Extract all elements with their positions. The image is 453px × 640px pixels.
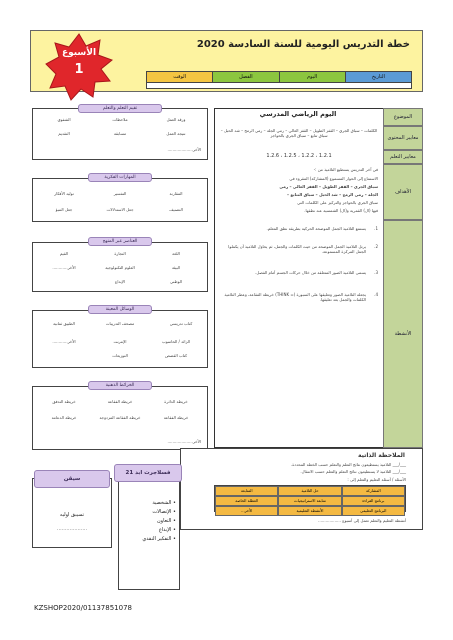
aids-cell: كتاب تدريسي bbox=[169, 321, 193, 326]
notes-cell: العطلة الخاصة bbox=[215, 496, 278, 506]
aids-cell: الزائد / الحاسوب bbox=[161, 339, 191, 344]
eval-cell: مسابقة bbox=[113, 131, 127, 136]
thinking-cell: جعل الاستدلالات bbox=[106, 207, 134, 212]
notes-line: ___/___ التلاميذ لا يستطيعون نتائج التعلم والتعلم حسب الانتقال. bbox=[300, 469, 406, 474]
skill-item: • التعاون bbox=[157, 518, 176, 524]
crossed-cell: الوطني bbox=[169, 279, 183, 284]
crossed-cell: القيم bbox=[59, 251, 69, 256]
evaluation-title: تقيم التعلم والتعلم bbox=[78, 104, 162, 113]
thinking-cell: التفسير bbox=[113, 191, 127, 196]
goals-line: الاستماع إلى الحوار المسموع (المشاركة) المقروء في bbox=[289, 176, 378, 181]
skill-item: • الإتصالات bbox=[152, 509, 176, 515]
notes-cell: الأخر... bbox=[215, 506, 278, 516]
learning-value: 1.2.1 ، 1.2.2 ، 1.2.5 ، 1.2.6 bbox=[266, 153, 332, 159]
column-time: الوقت bbox=[147, 72, 212, 82]
maps-box bbox=[32, 386, 208, 450]
notes-cell: البرنامج التعليمي bbox=[342, 506, 405, 516]
goals-line: الجلة – رمي الرمح – شد الحبل – سباق التتابع – bbox=[286, 192, 378, 197]
maps-title: الخرائط الذهنية bbox=[88, 381, 152, 390]
notes-table bbox=[214, 485, 406, 512]
eval-cell: ملاحظات bbox=[112, 117, 128, 122]
notes-title: الملاحظة الذاتية bbox=[358, 452, 405, 459]
aids-cell: الإنترنت bbox=[113, 339, 127, 344]
eval-cell: التقديم bbox=[58, 131, 70, 136]
maps-other: الأخر.................... bbox=[167, 439, 201, 444]
topic-label: الموضوع bbox=[383, 108, 423, 126]
crossed-cell: التجارة bbox=[114, 251, 126, 256]
aids-title: الوسائل المعينة bbox=[88, 305, 152, 314]
eval-other: الأخر.................... bbox=[167, 147, 201, 152]
aids-cell: كتاب القصص bbox=[164, 353, 188, 358]
crossed-cell: العلوم التكنولوجية bbox=[105, 265, 135, 270]
thinking-box bbox=[32, 178, 208, 222]
thinking-cell: توليد الأفكار bbox=[54, 191, 74, 196]
skills-title: فسلاجرت ابد 21 bbox=[114, 464, 182, 482]
notes-footer: أنشطة التعليم والتعلم تعمل إلى أسبوع .................. bbox=[318, 518, 406, 523]
activity-text: يجعله التلاميذ الصور وتعليقها على السبورة (= THINK) خريطة الفقاعة، وعطر التلاميذ الكلمات والجمل بعد تعليقها. bbox=[224, 292, 366, 303]
crossed-title: العناصر عبر المنهج bbox=[88, 237, 152, 246]
skill-item: • الشخصية bbox=[152, 500, 176, 506]
eval-cell: نتيجة العمل bbox=[166, 131, 186, 136]
thinking-cell: التصنيف bbox=[169, 207, 183, 212]
topic-value: اليوم الرياضي المدرسي bbox=[259, 110, 337, 118]
crossed-box bbox=[32, 242, 208, 292]
eval-cell: الشفوي bbox=[57, 117, 71, 122]
thinking-cell: جعل التنبؤ bbox=[55, 207, 73, 212]
standards-value: الكلمات – سباق الجري – القفز الطويل – القفز العالي – رمي الجلة – رمي الرمح – شد الحبل – سباق تتابع – سباق الجري بالحواجز bbox=[220, 128, 378, 139]
maps-cell: خريطة الدائرة bbox=[164, 399, 188, 404]
notes-question: الأسئلة / أسئلة التعليم والتعلم إلى : bbox=[347, 477, 406, 482]
maps-cell: خريطة الفقاعة bbox=[107, 399, 133, 404]
goals-line: سباق الجري بالحواجز والتركيز على الكلمات التي bbox=[297, 200, 378, 205]
skills-list bbox=[120, 500, 176, 545]
lesson-plan-page bbox=[30, 30, 423, 612]
aids-cell: مصحف التدريبات bbox=[105, 321, 135, 326]
standards-label: معايير المحتوى bbox=[383, 126, 423, 150]
footer-code: KZSHOP2020/01137851078 bbox=[34, 604, 132, 612]
goals-label: الأهداف bbox=[383, 164, 423, 220]
column-class: الفصل bbox=[212, 72, 278, 82]
activity-text: يرتل التلاميذ الجمل الموضحة من حيث الكلمات والجمل، ثم يحاول التلاميذ أن يكملوا الجمل المركزة المسموعة. bbox=[228, 244, 366, 255]
maps-cell: خريطة الفقاعة المزدوجة bbox=[99, 415, 141, 420]
sifat-value: تسيبق اوليه bbox=[59, 512, 85, 518]
maps-cell: خريطة الفقاعة bbox=[163, 415, 189, 420]
notes-cell: الأنشطة التعليمية bbox=[278, 506, 341, 516]
goals-intro: في آخر التدريس يستطيع التلاميذ من :- bbox=[313, 167, 378, 172]
crossed-cell: البيئة bbox=[171, 265, 181, 270]
goals-line: فيها (ال) القمرية و(ال) الشمسية عند نطقها. bbox=[304, 208, 378, 213]
sifat-title: سيقن bbox=[34, 470, 110, 488]
header-columns bbox=[146, 71, 412, 83]
skill-item: • الإبداع bbox=[158, 527, 176, 533]
aids-box bbox=[32, 310, 208, 368]
thinking-title: المهارات الفكرية bbox=[88, 173, 152, 182]
crossed-cell: الإبداع bbox=[114, 279, 126, 284]
thinking-cell: المقارنة bbox=[169, 191, 183, 196]
notes-cell: المتابعة bbox=[215, 486, 278, 496]
activity-text: يسمى التلاميذ الصور المتعلقة من خلال حركات الجسم أمام الفصل. bbox=[255, 270, 366, 275]
aids-cell: التوزيعات bbox=[112, 353, 128, 358]
notes-cell: برنامج القراءة bbox=[342, 496, 405, 506]
crossed-cell: اللغة bbox=[172, 251, 180, 256]
maps-cell: خريطة الدعامة bbox=[51, 415, 77, 420]
page-title: خطة التدريس اليومية للسنة السادسة 2020 bbox=[196, 39, 410, 50]
skill-item: • التفكير النقدي bbox=[142, 536, 176, 542]
maps-cell: خريطة التدفق bbox=[52, 399, 76, 404]
column-date: التاريخ bbox=[345, 72, 411, 82]
activity-number: 4. bbox=[374, 292, 378, 297]
activity-text: يستمع التلاميذ الجمل الموضحة الحركية بطريقة نطق المعلم. bbox=[266, 226, 366, 231]
aids-cell: الطبيق ثمانية bbox=[53, 321, 75, 326]
activities-label: الأنشطة bbox=[383, 220, 423, 448]
notes-line: ___/___ التلاميذ يستطيعون نتائج التعلم والتعلم حسب الخطة المحددة. bbox=[290, 462, 406, 467]
aids-cell: الأخر............ bbox=[52, 339, 76, 344]
evaluation-box bbox=[32, 108, 208, 160]
header-column-values bbox=[146, 83, 412, 89]
crossed-cell: الأخر............ bbox=[52, 265, 76, 270]
learning-label: معايير التعلم bbox=[383, 150, 423, 164]
notes-cell: المشاركة bbox=[342, 486, 405, 496]
notes-cell: حل التلاميذ bbox=[278, 486, 341, 496]
activity-number: 3. bbox=[374, 270, 378, 275]
notes-cell: متابعة الاستراتيجيات bbox=[278, 496, 341, 506]
activity-number: 2. bbox=[374, 244, 378, 249]
sifat-dots: ................... bbox=[56, 526, 88, 532]
week-badge-label: الأسبوع bbox=[61, 48, 97, 58]
goals-line: سباق الجري – القفز الطويل – القفز العالي – رمي bbox=[279, 184, 378, 189]
column-day: اليوم bbox=[279, 72, 345, 82]
week-badge-number: 1 bbox=[74, 62, 84, 77]
eval-cell: ورقة العمل bbox=[166, 117, 186, 122]
activity-number: 1. bbox=[374, 226, 378, 231]
